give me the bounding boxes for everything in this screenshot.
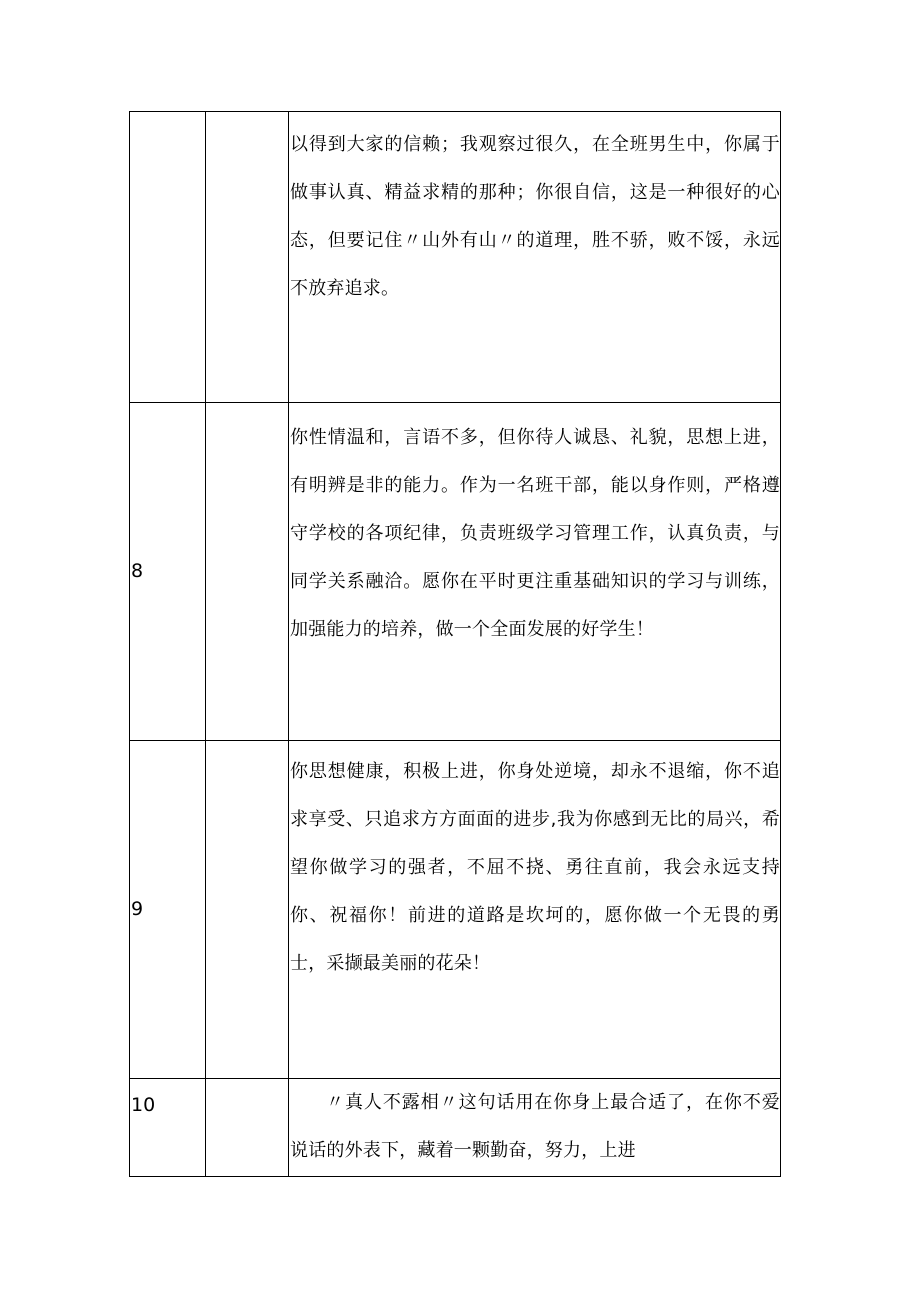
comment-text: 你思想健康，积极上进，你身处逆境，却永不退缩，你不追求享受、只追求方方面面的进步,我为你感到无比的局兴，希望你做学习的强者，不屈不挠、勇往直前，我会永远支持你、祝福你！前进的道路是坎坷的，愿你做一个无畏的勇士，采撷最美丽的花朵！ (290, 761, 780, 974)
student-number-cell (130, 112, 206, 403)
teacher-comment-cell (289, 1079, 781, 1177)
student-name-cell (206, 112, 289, 403)
student-name-cell (206, 741, 289, 1079)
student-number-cell: 8 (130, 403, 206, 741)
student-comments-table (129, 111, 781, 1177)
student-name-cell (206, 403, 289, 741)
student-number-cell: 9 (130, 741, 206, 1079)
table-row (130, 403, 781, 741)
comment-text: 以得到大家的信赖；我观察过很久，在全班男生中，你属于做事认真、精益求精的那种；你很自信，这是一种很好的心态，但要记住〃山外有山〃的道理，胜不骄，败不馁，永远不放弃追求。 (290, 134, 780, 299)
table-row (130, 741, 781, 1079)
comment-text: 〃真人不露相〃这句话用在你身上最合适了，在你不爱说话的外表下，藏着一颗勤奋，努力，上进 (290, 1092, 780, 1161)
student-number-cell: 10 (130, 1079, 206, 1177)
table-row (130, 1079, 781, 1177)
teacher-comment-cell (289, 741, 781, 1079)
teacher-comment-cell (289, 403, 781, 741)
student-name-cell (206, 1079, 289, 1177)
teacher-comment-cell (289, 112, 781, 403)
comment-text: 你性情温和，言语不多，但你待人诚恳、礼貌，思想上进，有明辨是非的能力。作为一名班干部，能以身作则，严格遵守学校的各项纪律，负责班级学习管理工作，认真负责，与同学关系融洽。愿你在平时更注重基础知识的学习与训练，加强能力的培养，做一个全面发展的好学生！ (290, 427, 780, 640)
table-row (130, 112, 781, 403)
